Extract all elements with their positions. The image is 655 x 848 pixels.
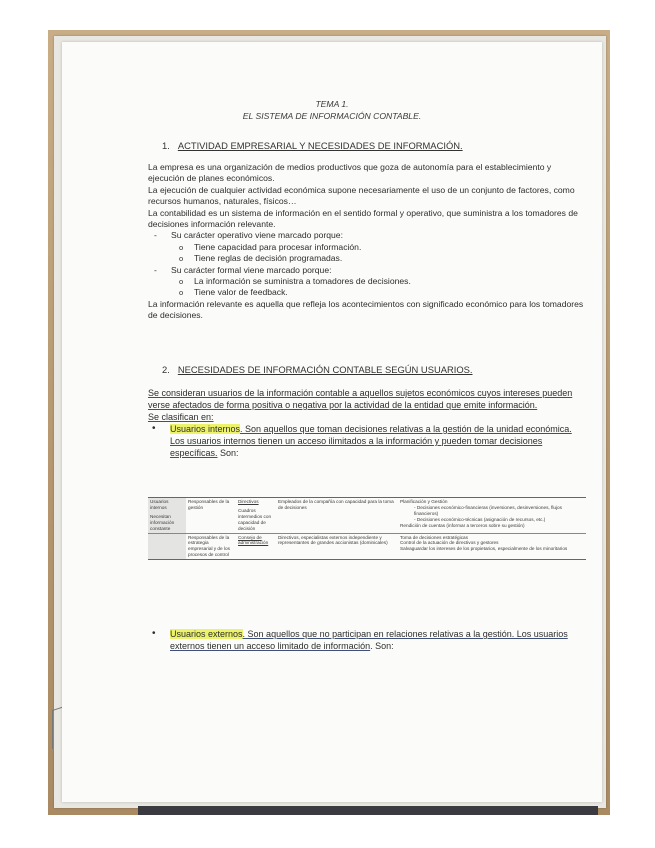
tema-label: TEMA 1. (315, 99, 349, 109)
table-cell: Responsables de la gestión (188, 499, 230, 510)
table-cell-text: - Decisiones económico-técnicas (asignación de recursos, etc.) (414, 516, 546, 522)
table-cell: Directivos, especialistas externos independiente y representantes de grandes accionistas (dominicales) (278, 534, 388, 546)
paragraph: La contabilidad es un sistema de información en el sentido formal y operativo, que suministra a los tomadores de decisiones información relevante. (148, 207, 578, 230)
bullet-text: . Son aquellos que toman decisiones relativas a la gestión de la unidad económica. Los usuarios internos tienen un acceso ilimitados a la información y pueden tomar decisiones específicas. (170, 424, 572, 458)
table-cell: Consejo de administración (238, 534, 269, 546)
document-page (62, 42, 602, 802)
intro-paragraph: Se consideran usuarios de la información contable a aquellos sujetos económicos cuyos intereses pueden verse afectados de forma positiva o negativa por la actividad de la entidad que emite información. (148, 388, 573, 410)
table-cell-text: Usuarios internos (150, 499, 169, 510)
dash-item: - Su carácter formal viene marcado porque: (148, 265, 588, 276)
table-cell-text: Cuadros intermedios con capacidad de decisión (238, 507, 272, 531)
highlight-usuarios-externos: Usuarios externos (170, 629, 243, 639)
sub-item: o La información se suministra a tomadores de decisiones. (148, 276, 588, 287)
table-cell: Responsables de la estrategia empresarial y de los procesos de control (188, 534, 230, 558)
table-cell-text: Toma de decisiones estratégicas (400, 534, 469, 540)
sub-item: o Tiene capacidad para procesar información. (148, 242, 588, 253)
table-cell-text: Rendición de cuentas (informar a terceros sobre su gestión) (400, 522, 525, 528)
bottom-dark-strip (138, 806, 598, 815)
paragraph: La información relevante es aquella que refleja los acontecimientos con significado económico para los tomadores de decisiones. (148, 298, 584, 321)
sub-item: o Tiene valor de feedback. (148, 287, 588, 298)
section-2-external (148, 628, 588, 652)
highlight-usuarios-internos: Usuarios internos (170, 424, 241, 434)
table-row (148, 498, 586, 533)
section-1-heading (162, 140, 463, 151)
table-cell-text: Salvaguardar los intereses de los propietarios, especialmente de los minoritarios (400, 546, 568, 552)
section-2-heading-text: NECESIDADES DE INFORMACIÓN CONTABLE SEGÚN USUARIOS. (177, 364, 473, 375)
table-cell-text: Directivos (238, 499, 259, 504)
table-cell: Empleados de la compañía con capacidad para la toma de decisiones (278, 499, 394, 510)
paragraph: La ejecución de cualquier actividad económica supone necesariamente el uso de un conjunto de factores, como recursos humanos, naturales, físicos… (148, 184, 575, 207)
dash-item: - Su carácter operativo viene marcado porque: (148, 230, 588, 241)
table-cell-text: - Decisiones económico-financieras (inversiones, desinversiones, flujos financieros) (414, 504, 562, 516)
table-cell (398, 498, 586, 533)
table-cell (236, 498, 276, 533)
bullet-usuarios-externos (148, 628, 588, 652)
table-cell-text: Planificación y Gestión (400, 499, 448, 504)
bullet-tail: Son: (217, 448, 239, 458)
bullet-icon: • (152, 423, 156, 434)
section-2-number: 2. (162, 364, 170, 375)
table-cell (148, 498, 186, 533)
paragraph: La empresa es una organización de medios productivos que goza de autonomía para el establecimiento y ejecución de planes económicos. (148, 162, 552, 184)
usuarios-internos-table (148, 497, 586, 560)
section-1-body (148, 162, 588, 322)
bullet-usuarios-internos (148, 423, 588, 459)
table-cell (398, 534, 586, 560)
table-cell-text: Control de la actuación de directivos y gestores (400, 540, 499, 546)
document-title: EL SISTEMA DE INFORMACIÓN CONTABLE. (242, 111, 422, 121)
section-1-number: 1. (162, 140, 170, 151)
section-2-heading (162, 364, 473, 375)
section-2-body (148, 387, 588, 459)
clasifican-label: Se clasifican en: (148, 412, 214, 422)
bullet-icon: • (152, 628, 156, 639)
title-block (62, 98, 602, 122)
table-row (148, 533, 586, 560)
table-cell (148, 534, 186, 560)
section-1-heading-text: ACTIVIDAD EMPRESARIAL Y NECESIDADES DE INFORMACIÓN. (177, 140, 463, 151)
bullet-text: . Son aquellos que no participan en relaciones relativas a la gestión. Los usuarios externos tienen un acceso limitado de información (170, 629, 568, 651)
bullet-tail: . Son: (370, 641, 394, 651)
sub-item: o Tiene reglas de decisión programadas. (148, 253, 588, 264)
table-cell-text: Necesitan información constante (150, 513, 175, 531)
